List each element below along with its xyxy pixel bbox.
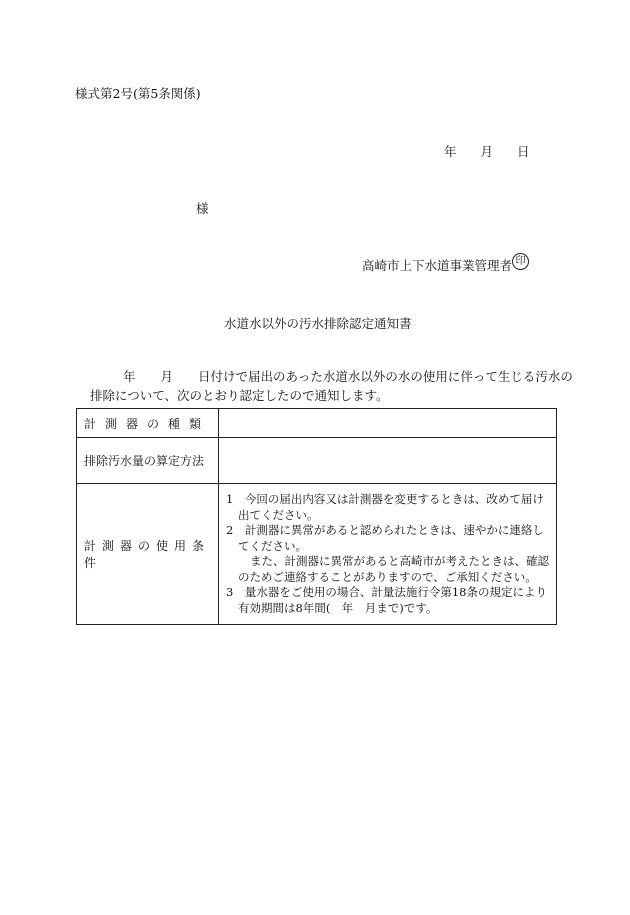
- label-meter-type: 計測器の種類: [77, 409, 219, 438]
- condition-line: また、計測器に異常があると高崎市が考えたときは、確認: [250, 554, 549, 568]
- condition-line: 出てください。: [238, 507, 319, 522]
- condition-line: てください。: [238, 538, 307, 553]
- label-usage-conditions: 計測器の使用条件: [77, 484, 219, 625]
- document-title: 水道水以外の汚水排除認定通知書: [224, 316, 412, 331]
- table-row: [77, 484, 557, 625]
- issuer-name: 高崎市上下水道事業管理者: [362, 258, 513, 273]
- condition-line: 1 今回の届出内容又は計測器を変更するときは、改めて届け: [226, 492, 544, 506]
- condition-line: 有効期間は8年間( 年 月まで)です。: [238, 600, 438, 615]
- value-usage-conditions: [219, 484, 557, 625]
- date-line: [444, 142, 530, 160]
- date-year: 年: [444, 144, 457, 159]
- label-calculation-method: 排除汚水量の算定方法: [77, 438, 219, 484]
- body-text-line-2: 排除について、次のとおり認定したので通知します。: [90, 388, 389, 403]
- condition-line: 3 量水器をご使用の場合、計量法施行令第18条の規定により: [226, 585, 547, 599]
- table-row: [77, 438, 557, 484]
- body-text-line-1: 年 月 日付けで届出のあった水道水以外の水の使用に伴って生じる汚水の: [123, 369, 573, 384]
- value-calculation-method: [219, 438, 557, 484]
- seal-mark: 印: [512, 253, 529, 270]
- date-day: 日: [517, 144, 530, 159]
- form-number: 様式第2号(第5条関係): [75, 86, 201, 101]
- table-row: [77, 409, 557, 438]
- addressee-suffix: 様: [196, 201, 209, 216]
- date-month: 月: [480, 144, 494, 159]
- certification-table: [76, 408, 557, 625]
- value-meter-type: [219, 409, 557, 438]
- condition-line: のためご連絡することがありますので、ご承知ください。: [238, 569, 537, 584]
- condition-line: 2 計測器に異常があると認められたときは、速やかに連絡し: [226, 523, 544, 537]
